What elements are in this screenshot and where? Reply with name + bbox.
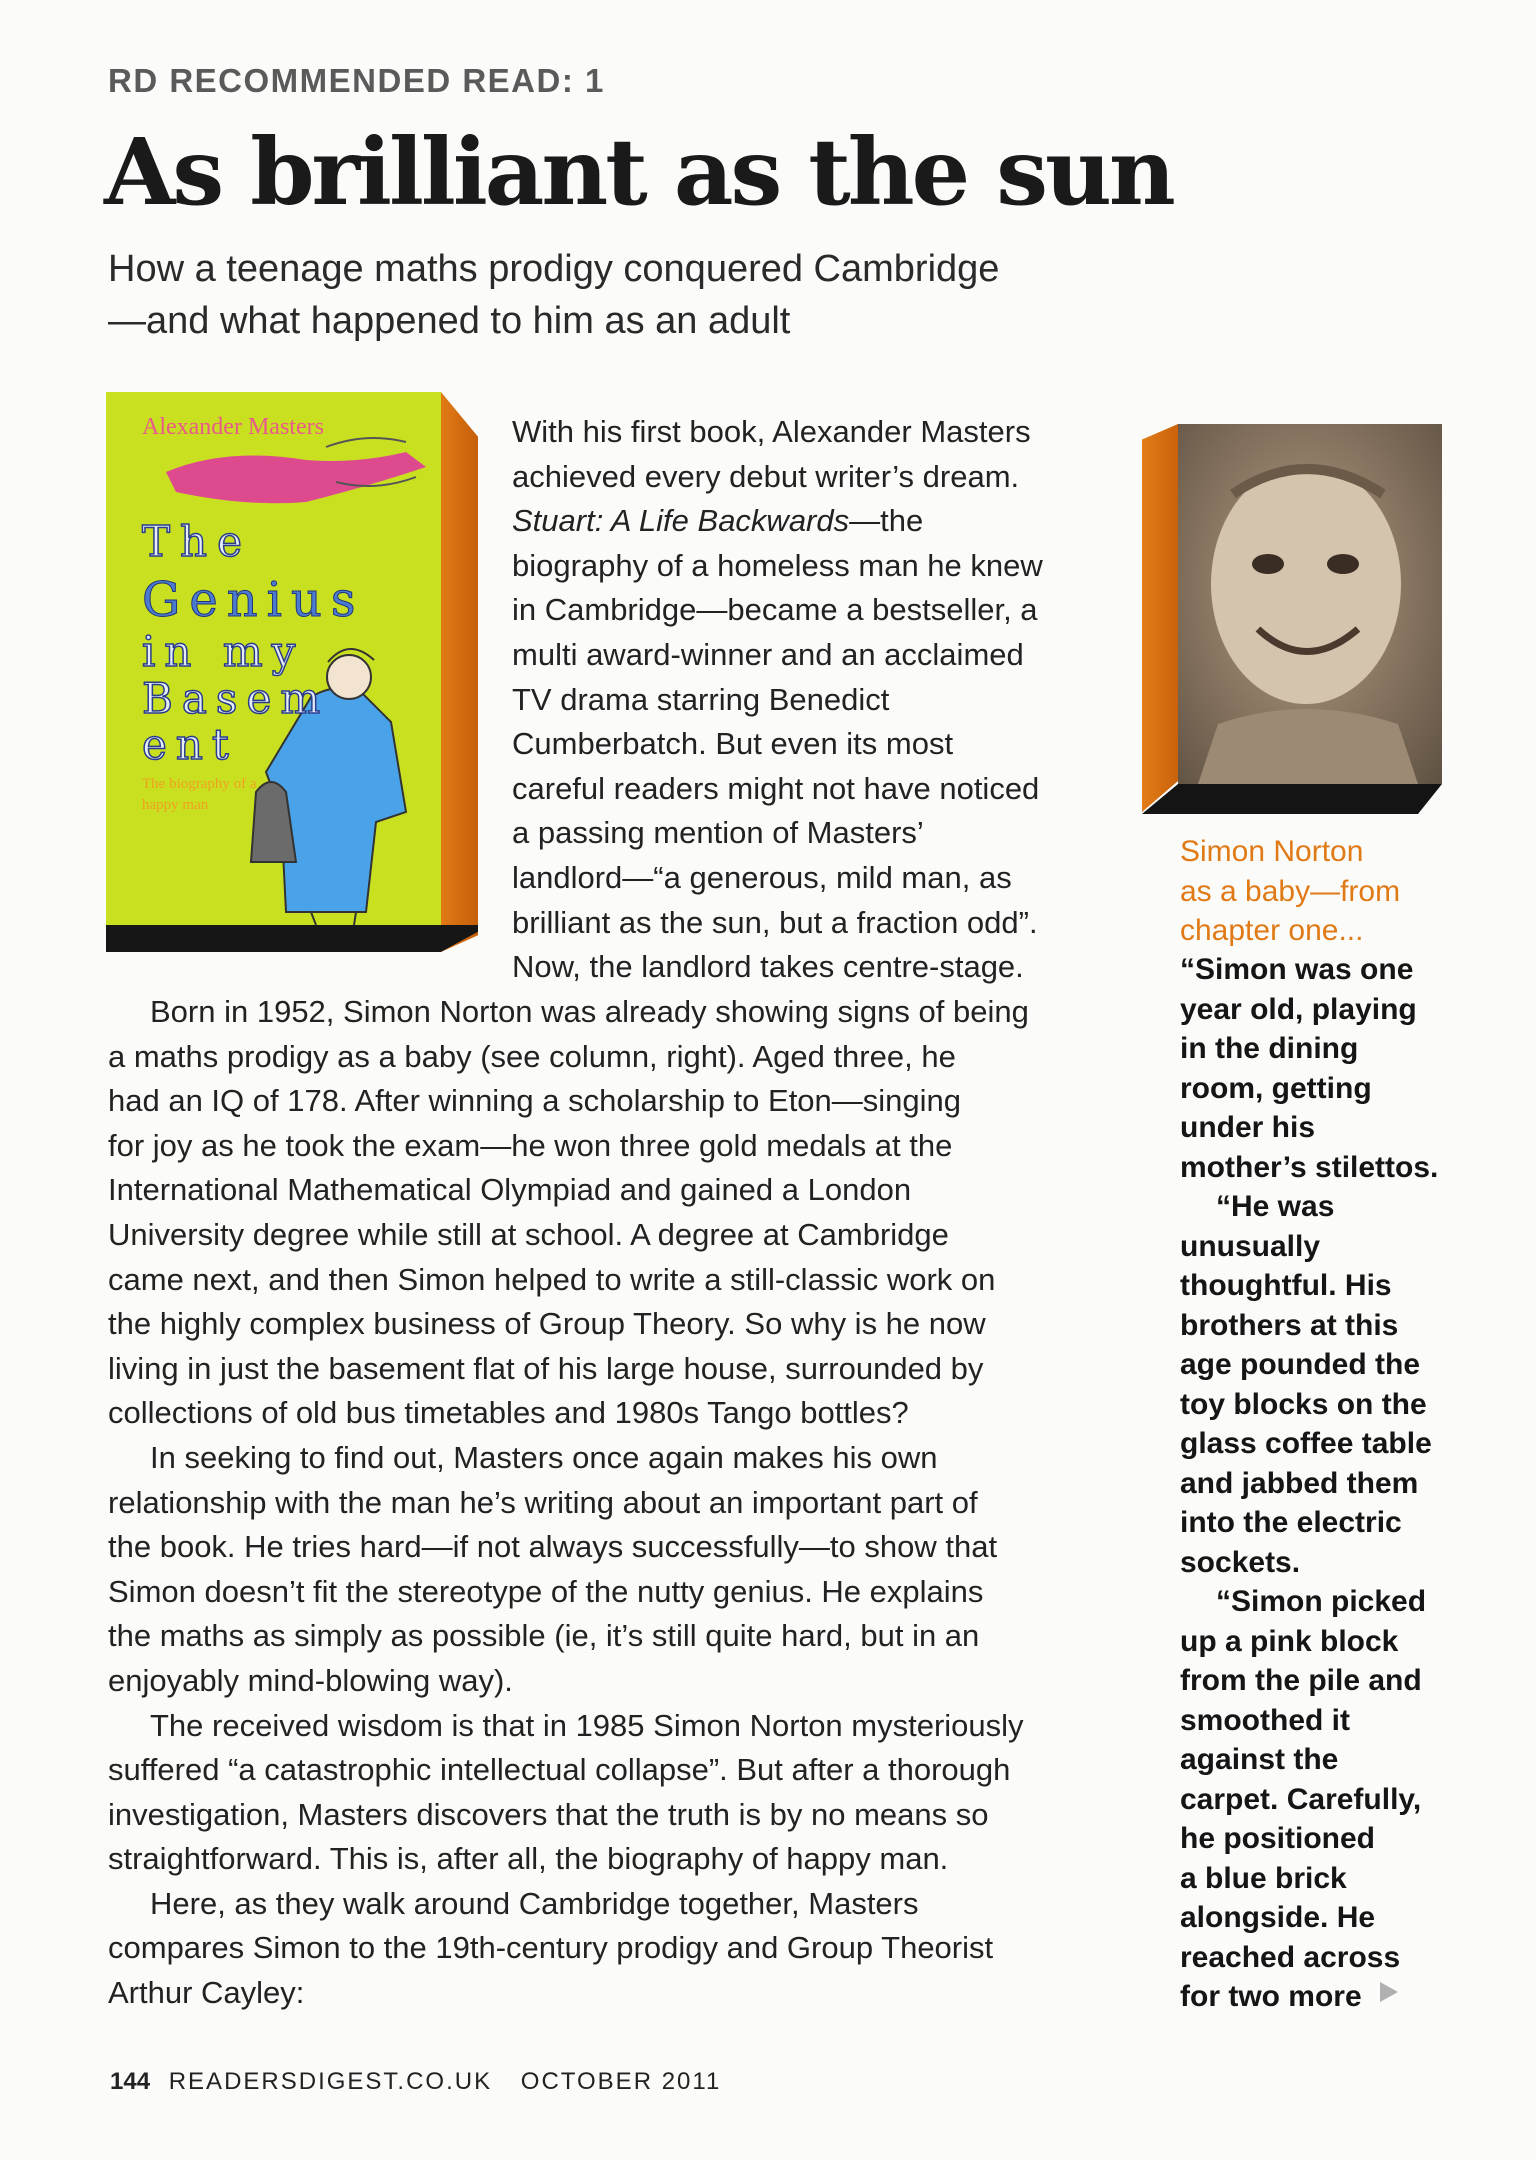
excerpt-line: room, getting (1180, 1071, 1372, 1105)
deck-line: —and what happened to him as an adult (108, 300, 791, 342)
excerpt-line: reached across (1180, 1940, 1401, 1974)
body-line: a passing mention of Masters’ (512, 815, 924, 851)
sidebar-excerpt (1180, 950, 1438, 2017)
body-line: Cumberbatch. But even its most (512, 726, 954, 762)
body-line: University degree while still at school. A degree at Cambridge (108, 1216, 949, 1252)
body-line: straightforward. This is, after all, the biography of happy man. (108, 1841, 949, 1877)
body-line: careful readers might not have noticed (512, 770, 1040, 806)
deck-line: How a teenage maths prodigy conquered Cambridge (108, 248, 1000, 290)
body-line: the maths as simply as possible (ie, it’s still quite hard, but in an (108, 1618, 980, 1654)
body-line-rest: —the (849, 503, 924, 539)
excerpt-line: “Simon was one (1180, 953, 1414, 986)
book-title-line: Genius (142, 572, 365, 628)
book-spine (441, 392, 478, 952)
excerpt-line: under his (1180, 1111, 1316, 1144)
excerpt-line: glass coffee table (1180, 1427, 1432, 1460)
excerpt-line: year old, playing (1180, 992, 1417, 1026)
deck (108, 243, 1148, 347)
excerpt-line: in the dining (1180, 1032, 1359, 1065)
photo-spine (1142, 424, 1178, 812)
excerpt-line: age pounded the (1180, 1348, 1420, 1381)
footer-site: READERSDIGEST.CO.UK (168, 2068, 493, 2095)
excerpt-line: unusually (1180, 1229, 1321, 1263)
book-title-line: in my (142, 627, 305, 676)
body-line: The received wisdom is that in 1985 Simon Norton mysteriously (150, 1707, 1024, 1743)
body-line: Arthur Cayley: (108, 1975, 305, 2011)
baby-photo-illustration (1178, 424, 1442, 784)
body-line: living in just the basement flat of his large house, surrounded by (108, 1350, 984, 1386)
book-author: Alexander Masters (142, 414, 324, 440)
triangle-right-icon (1380, 1982, 1398, 2002)
body-line: International Mathematical Olympiad and gained a London (108, 1172, 912, 1208)
body-line: With his first book, Alexander Masters (512, 414, 1031, 449)
excerpt-line: “He was (1216, 1190, 1335, 1223)
body-line: brilliant as the sun, but a fraction odd”. (512, 904, 1038, 940)
excerpt-line: from the pile and (1180, 1664, 1422, 1697)
footer-issue: OCTOBER 2011 (520, 2068, 722, 2095)
body-line: landlord—“a generous, mild man, as (512, 859, 1012, 895)
body-line: for joy as he took the exam—he won three gold medals at the (108, 1127, 953, 1163)
page-footer (110, 2068, 721, 2096)
baby-photo (1178, 424, 1442, 784)
photo-caption (1180, 832, 1400, 951)
body-line: Now, the landlord takes centre-stage. (512, 949, 1024, 985)
book-subtitle: The biography of a happy man (142, 776, 257, 813)
excerpt-line: carpet. Carefully, (1180, 1782, 1422, 1816)
body-main (108, 990, 1029, 2016)
body-line: the book. He tries hard—if not always successfully—to show that (108, 1529, 998, 1565)
body-intro (512, 410, 1043, 990)
page-number: 144 (110, 2068, 151, 2095)
body-line: Born in 1952, Simon Norton was already showing signs of being (150, 994, 1029, 1029)
body-line: a maths prodigy as a baby (see column, right). Aged three, he (108, 1038, 956, 1074)
photo-frame (1142, 424, 1442, 814)
kicker: RD RECOMMENDED READ: 1 (108, 62, 605, 99)
body-line (512, 499, 1043, 544)
book-title-line: The (142, 517, 252, 566)
book-front (106, 392, 441, 925)
excerpt-line: brothers at this (1180, 1308, 1399, 1342)
caption-line: Simon Norton (1180, 835, 1364, 868)
body-line: had an IQ of 178. After winning a scholarship to Eton—singing (108, 1083, 962, 1119)
excerpt-line: up a pink block (1180, 1624, 1399, 1658)
excerpt-line: toy blocks on the (1180, 1387, 1427, 1421)
excerpt-line: against the (1180, 1743, 1339, 1776)
book-title-line: Basem (142, 674, 330, 723)
body-line: the highly complex business of Group Theory. So why is he now (108, 1306, 986, 1342)
body-line: collections of old bus timetables and 1980s Tango bottles? (108, 1395, 909, 1431)
excerpt-line: mother’s stilettos. (1180, 1150, 1439, 1184)
body-line: Simon doesn’t fit the stereotype of the nutty genius. He explains (108, 1573, 984, 1609)
body-line: TV drama starring Benedict (512, 681, 890, 717)
body-line: multi award-winner and an acclaimed (512, 636, 1024, 672)
body-line: enjoyably mind-blowing way). (108, 1662, 513, 1698)
excerpt-line: for two more (1180, 1980, 1362, 2013)
excerpt-line: alongside. He (1180, 1901, 1376, 1934)
body-line: relationship with the man he’s writing about an important part of (108, 1484, 978, 1520)
body-line: Here, as they walk around Cambridge together, Masters (150, 1885, 919, 1921)
excerpt-line: into the electric (1180, 1506, 1402, 1539)
book-title-italic: Stuart: A Life Backwards (512, 503, 850, 539)
body-line: compares Simon to the 19th-century prodigy and Group Theorist (108, 1930, 994, 1966)
excerpt-line: sockets. (1180, 1545, 1301, 1579)
book-cover (106, 392, 478, 952)
excerpt-line: “Simon picked (1216, 1585, 1427, 1618)
caption-line: as a baby—from (1180, 874, 1401, 908)
body-line: investigation, Masters discovers that the truth is by no means so (108, 1796, 989, 1832)
body-line: suffered “a catastrophic intellectual collapse”. But after a thorough (108, 1752, 1011, 1788)
caption-line: chapter one... (1180, 914, 1364, 947)
excerpt-line: smoothed it (1180, 1703, 1350, 1737)
excerpt-line: a blue brick (1180, 1861, 1347, 1895)
excerpt-line: and jabbed them (1180, 1466, 1419, 1500)
book-title-line: ent (142, 720, 238, 769)
headline: As brilliant as the sun (104, 118, 1173, 226)
body-line: biography of a homeless man he knew (512, 547, 1043, 583)
excerpt-line: thoughtful. His (1180, 1269, 1392, 1302)
excerpt-line: he positioned (1180, 1822, 1375, 1855)
body-line: achieved every debut writer’s dream. (512, 458, 1020, 494)
photo-base (1142, 784, 1442, 814)
body-line: in Cambridge—became a bestseller, a (512, 592, 1038, 628)
body-line: came next, and then Simon helped to write a still-classic work on (108, 1261, 996, 1297)
book-base (106, 925, 478, 952)
body-line: In seeking to find out, Masters once again makes his own (150, 1439, 938, 1475)
